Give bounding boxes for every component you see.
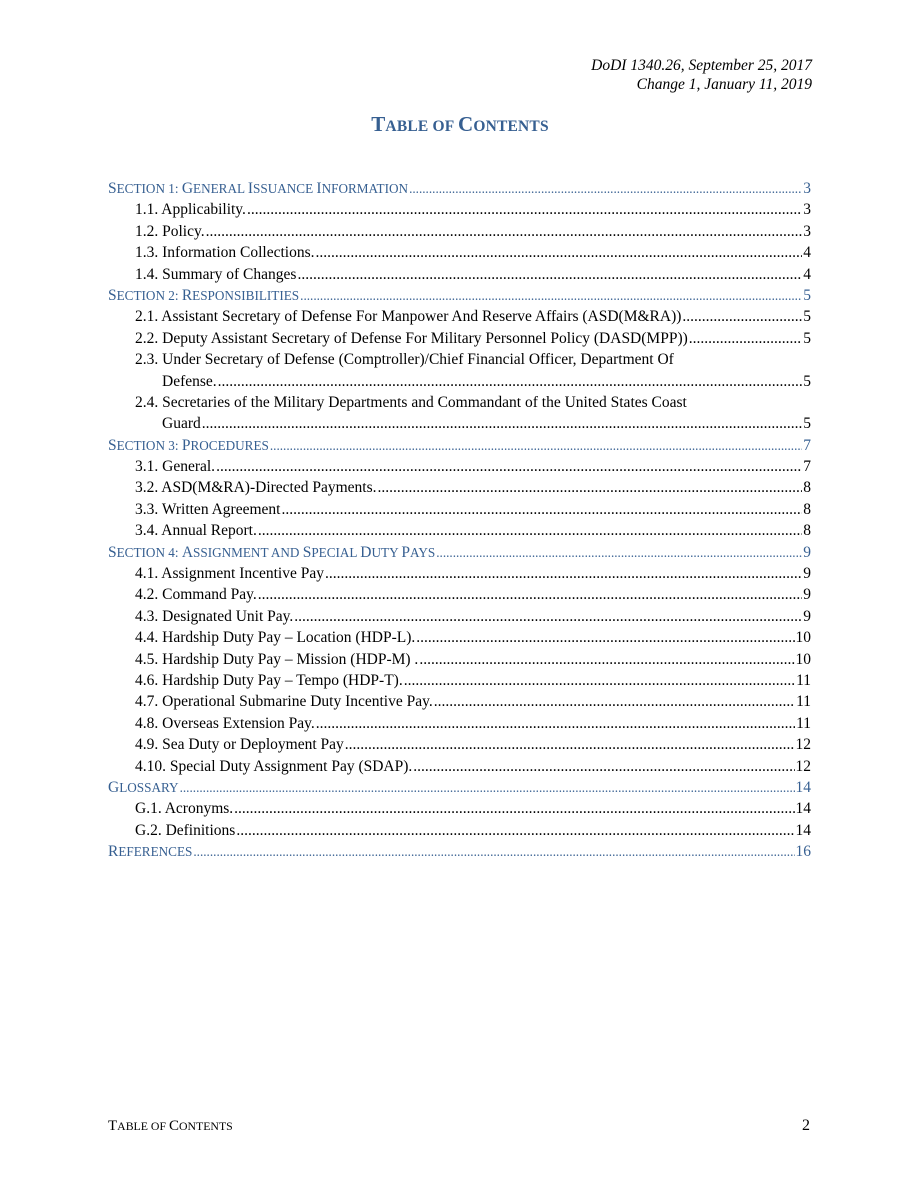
toc-leader-dots (193, 841, 794, 862)
toc-section-label-text: ECTION 4: (116, 544, 182, 560)
toc-item-label: 4.9. Sea Duty or Deployment Pay (135, 736, 344, 754)
toc-leader-dots (419, 649, 794, 670)
toc-leader-dots (202, 413, 803, 434)
footer-rest-2: ONTENTS (178, 1119, 233, 1133)
toc-item-page: 9 (803, 565, 811, 583)
toc-item-link[interactable] (108, 328, 811, 349)
toc-section-label-cap: I (316, 180, 322, 197)
toc-leader-dots (180, 777, 795, 798)
toc-item-page: 5 (803, 308, 811, 326)
toc-section-label-text: SSUANCE (253, 181, 317, 196)
toc-leader-dots (436, 542, 802, 563)
toc-section-label-cap: R (108, 843, 119, 861)
toc-leader-dots (316, 713, 795, 734)
toc-item-label: G.1. Acronyms. (135, 800, 234, 818)
toc-item-link[interactable] (108, 756, 811, 777)
toc-section-label-cap: S (108, 436, 117, 454)
toc-item-link[interactable] (108, 499, 811, 520)
toc-section-label-cap: A (181, 543, 194, 561)
toc-leader-dots (413, 756, 794, 777)
toc-section-page: 5 (803, 286, 811, 304)
toc-item-link[interactable] (108, 413, 811, 434)
toc-item-link[interactable] (108, 456, 811, 477)
toc-item-label: 1.2. Policy. (135, 222, 205, 240)
title-cap-2: C (457, 112, 474, 136)
toc-item-label: G.2. Definitions (135, 821, 236, 839)
toc-item-label: 3.2. ASD(M&RA)-Directed Payments. (135, 479, 377, 497)
toc-section-label-cap: G (108, 778, 120, 796)
toc-item-page: 14 (795, 821, 811, 839)
toc-item-label-line1[interactable]: 2.4. Secretaries of the Military Departments and Commandant of the United States Coast (135, 393, 687, 411)
toc-leader-dots (218, 371, 803, 392)
toc-section-label (108, 285, 299, 306)
toc-section-page: 9 (803, 543, 811, 561)
toc-section-link[interactable] (108, 178, 811, 199)
toc-item-page: 14 (795, 800, 811, 818)
toc-section-label-text: UTY (371, 544, 402, 560)
toc-item-label-line2: Guard (162, 415, 201, 433)
toc-item-link[interactable] (108, 563, 811, 584)
toc-item-link[interactable] (108, 606, 811, 627)
toc-leader-dots (345, 734, 795, 755)
header-doc-id: DoDI 1340.26, September 25, 2017 (591, 57, 812, 74)
toc-section-label-text: ECTION 2: (116, 287, 182, 303)
toc-item-page: 4 (803, 244, 811, 262)
toc-item-page: 8 (803, 522, 811, 540)
toc-item-label: 2.2. Deputy Assistant Secretary of Defense For Military Personnel Policy (DASD(MPP)) (135, 329, 688, 347)
toc-section-link[interactable] (108, 542, 811, 563)
title-rest-1: ABLE OF (385, 118, 458, 135)
toc-item-page: 11 (796, 693, 811, 711)
toc-item-page: 5 (803, 329, 811, 347)
footer-label (108, 1118, 233, 1135)
toc-leader-dots (294, 606, 802, 627)
toc-leader-dots (316, 242, 803, 263)
toc-section-link[interactable] (108, 841, 811, 862)
toc-leader-dots (236, 820, 794, 841)
toc-item-link[interactable] (108, 306, 811, 327)
toc-item-link[interactable] (108, 520, 811, 541)
toc-item-page: 10 (795, 650, 811, 668)
toc-item-page: 5 (803, 415, 811, 433)
toc-item-link[interactable] (108, 199, 811, 220)
toc-item-page: 9 (803, 586, 811, 604)
toc-section-label-cap: P (181, 436, 191, 454)
toc-item-label: 4.6. Hardship Duty Pay – Tempo (HDP-T). (135, 671, 403, 689)
toc-section-label (108, 435, 269, 456)
toc-item-label: 1.4. Summary of Changes (135, 265, 297, 283)
footer-cap-1: T (108, 1118, 118, 1134)
toc-section-label-text: ESPONSIBILITIES (192, 287, 300, 303)
toc-item-link[interactable] (108, 734, 811, 755)
toc-item-link[interactable] (108, 264, 811, 285)
toc-section-label-cap: R (181, 286, 193, 304)
toc-section-page: 16 (795, 843, 811, 861)
toc-section-label-cap: S (108, 180, 117, 197)
toc-item-link[interactable] (108, 670, 811, 691)
toc-item-page: 12 (795, 757, 811, 775)
toc-section-label-text: LOSSARY (119, 779, 179, 795)
toc-leader-dots (404, 670, 795, 691)
toc-leader-dots (258, 520, 802, 541)
toc-item-page: 10 (795, 629, 811, 647)
toc-item-link[interactable] (108, 691, 811, 712)
toc-item-link[interactable] (108, 242, 811, 263)
page-title (0, 112, 920, 137)
toc-section-label-text: AYS (410, 544, 436, 560)
toc-section-label-cap: S (302, 543, 312, 561)
toc-item-link[interactable] (108, 820, 811, 841)
toc-leader-dots (234, 798, 794, 819)
toc-item-page: 8 (803, 500, 811, 518)
toc-section-label-text: NFORMATION (321, 181, 409, 196)
toc-item-link[interactable] (108, 798, 811, 819)
toc-item-link[interactable] (108, 584, 811, 605)
toc-item-label: 1.1. Applicability. (135, 201, 246, 219)
toc-item-link[interactable] (108, 221, 811, 242)
toc-section-label-cap: S (108, 543, 117, 561)
toc-section-page: 3 (803, 180, 811, 197)
toc-section-label-cap: G (181, 180, 194, 197)
toc-section-label-cap: I (247, 180, 254, 197)
toc-item-label: 4.8. Overseas Extension Pay. (135, 714, 315, 732)
toc-section-label-text: EFERENCES (118, 844, 193, 860)
toc-leader-dots (434, 691, 795, 712)
toc-section-label-cap: P (401, 543, 411, 561)
toc-leader-dots (300, 285, 802, 306)
toc-section-label-text: ROCEDURES (190, 437, 269, 453)
toc-leader-dots (325, 563, 802, 584)
toc-item-link[interactable] (108, 627, 811, 648)
toc-item-label: 1.3. Information Collections. (135, 244, 315, 262)
toc-item-link[interactable] (108, 649, 811, 670)
toc-item-page: 11 (796, 671, 811, 689)
toc-section-label-cap: D (360, 543, 372, 561)
toc-section-label-text: ECTION 1: (116, 181, 182, 196)
toc-leader-dots (206, 221, 803, 242)
toc-item-page: 3 (803, 222, 811, 240)
toc-item-label: 2.1. Assistant Secretary of Defense For Manpower And Reserve Affairs (ASD(M&RA)) (135, 308, 682, 326)
toc-leader-dots (689, 328, 802, 349)
toc-item-label: 4.5. Hardship Duty Pay – Mission (HDP-M) . (135, 650, 419, 668)
toc-section-label (108, 178, 408, 199)
toc-item-page: 3 (803, 201, 811, 219)
table-of-contents (108, 178, 811, 863)
toc-item-label-line2: Defense. (162, 372, 217, 390)
toc-section-label-text: ENERAL (193, 181, 248, 196)
toc-section-label-text: ECTION 3: (116, 437, 182, 453)
toc-item-label: 4.10. Special Duty Assignment Pay (SDAP). (135, 757, 413, 775)
toc-leader-dots (682, 306, 802, 327)
toc-leader-dots (378, 477, 803, 498)
toc-item-label-line1[interactable]: 2.3. Under Secretary of Defense (Comptroller)/Chief Financial Officer, Department Of (135, 351, 674, 369)
toc-section-label (108, 777, 179, 798)
header-change: Change 1, January 11, 2019 (636, 76, 812, 93)
toc-section-link[interactable] (108, 285, 811, 306)
toc-leader-dots (216, 456, 802, 477)
toc-item-page: 7 (803, 458, 811, 476)
toc-item-page: 4 (803, 265, 811, 283)
toc-leader-dots (409, 178, 802, 199)
toc-item-label: 4.1. Assignment Incentive Pay (135, 565, 324, 583)
toc-item-page: 12 (795, 736, 811, 754)
toc-leader-dots (258, 584, 803, 605)
toc-leader-dots (270, 435, 802, 456)
toc-section-label (108, 542, 435, 563)
footer-rest-1: ABLE OF (117, 1119, 169, 1133)
toc-item-link[interactable] (108, 713, 811, 734)
toc-item-label: 3.4. Annual Report. (135, 522, 257, 540)
toc-section-label-cap: S (108, 286, 117, 304)
toc-leader-dots (297, 264, 802, 285)
title-cap-1: T (371, 112, 386, 136)
footer-cap-2: C (168, 1118, 179, 1134)
toc-item-label: 3.1. General. (135, 458, 216, 476)
toc-section-label-text: SSIGNMENT AND (193, 544, 303, 560)
toc-leader-dots (416, 627, 794, 648)
toc-item-label: 4.3. Designated Unit Pay. (135, 607, 294, 625)
toc-item-page: 8 (803, 479, 811, 497)
toc-item-link[interactable] (108, 371, 811, 392)
toc-section-label (108, 841, 192, 862)
toc-item-label: 4.2. Command Pay. (135, 586, 257, 604)
toc-item-page: 5 (803, 372, 811, 390)
toc-section-label-text: PECIAL (311, 544, 361, 560)
toc-section-link[interactable] (108, 435, 811, 456)
toc-leader-dots (247, 199, 802, 220)
toc-item-label: 4.7. Operational Submarine Duty Incentive Pay. (135, 693, 433, 711)
toc-item-label: 3.3. Written Agreement (135, 500, 281, 518)
toc-section-page: 7 (803, 436, 811, 454)
title-rest-2: ONTENTS (473, 118, 549, 135)
toc-leader-dots (281, 499, 802, 520)
toc-item-link[interactable] (108, 477, 811, 498)
toc-section-link[interactable] (108, 777, 811, 798)
toc-item-page: 11 (796, 714, 811, 732)
toc-item-label: 4.4. Hardship Duty Pay – Location (HDP-L). (135, 629, 416, 647)
page-number: 2 (802, 1117, 810, 1134)
toc-item-page: 9 (803, 607, 811, 625)
document-header (591, 56, 812, 94)
toc-section-page: 14 (795, 778, 811, 796)
